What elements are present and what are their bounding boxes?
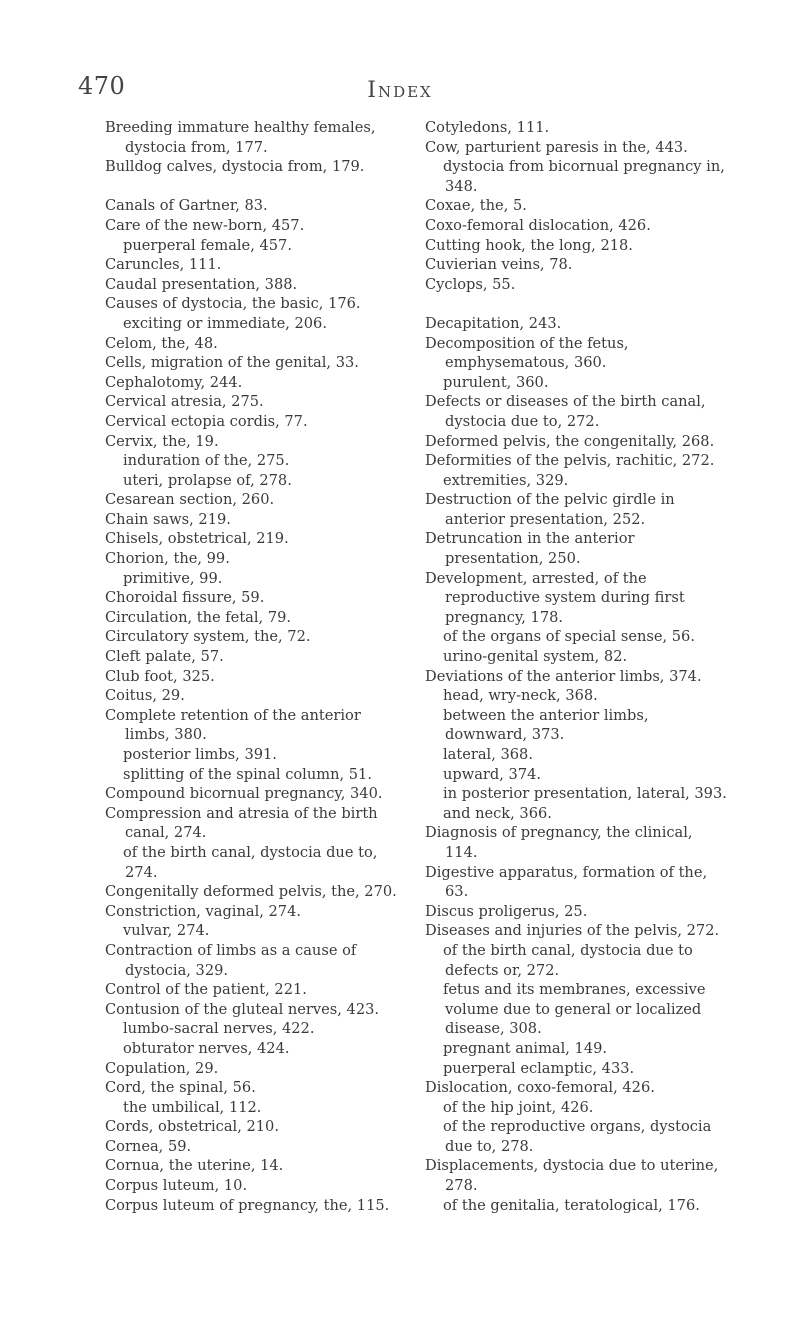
index-subentry: vulvar, 274. <box>123 922 210 940</box>
index-entry: Club foot, 325. <box>105 667 215 685</box>
index-entry: Diagnosis of pregnancy, the clinical, 114. <box>425 824 693 861</box>
index-subentry: of the organs of special sense, 56. <box>443 628 695 646</box>
index-subentry: of the reproductive organs, dystocia due to, 278. <box>443 1118 712 1155</box>
index-subentry: and neck, 366. <box>443 804 552 822</box>
index-entry: Cords, obstetrical, 210. <box>105 1118 279 1136</box>
index-entry: Decomposition of the fetus, emphysematous, 360. <box>425 334 629 372</box>
index-entry: Coxo-femoral dislocation, 426. <box>425 216 651 234</box>
index-subentry: between the anterior limbs, downward, 373. <box>443 706 649 744</box>
index-entry: Contraction of limbs as a cause of dystocia, 329. <box>105 941 357 979</box>
index-entry: Coxae, the, 5. <box>425 197 527 215</box>
index-subentry: splitting of the spinal column, 51. <box>123 765 372 783</box>
index-entry: Cuvierian veins, 78. <box>425 256 573 274</box>
index-subentry: primitive, 99. <box>123 569 223 587</box>
index-subentry: head, wry-neck, 368. <box>443 687 598 705</box>
index-entry: Canals of Gartner, 83. <box>105 197 268 215</box>
index-entry: Chorion, the, 99. <box>105 550 230 568</box>
page-number: 470 <box>78 72 126 100</box>
index-entry: Compression and atresia of the birth canal, 274. <box>105 804 378 842</box>
index-subentry: fetus and its membranes, excessive volume due to general or localized disease, 308. <box>443 981 706 1038</box>
index-column-left <box>105 118 407 1215</box>
index-entry: Cyclops, 55. <box>425 275 516 293</box>
index-entry: Copulation, 29. <box>105 1059 219 1077</box>
index-entry: Development, arrested, of the reproductive system during first pregnancy, 178. <box>425 569 685 626</box>
index-entry: Contusion of the gluteal nerves, 423. <box>105 1000 380 1018</box>
index-entry: Deviations of the anterior limbs, 374. <box>425 667 702 685</box>
index-entry: Choroidal fissure, 59. <box>105 589 265 607</box>
index-entry: Cow, parturient paresis in the, 443. <box>425 138 688 156</box>
index-entry: Caruncles, 111. <box>105 256 222 274</box>
index-subentry: induration of the, 275. <box>123 452 290 470</box>
index-subentry: of the hip joint, 426. <box>443 1098 594 1116</box>
index-entry: Cesarean section, 260. <box>105 491 275 509</box>
index-column-right <box>425 118 728 1215</box>
index-entry: Cervical ectopia cordis, 77. <box>105 412 308 430</box>
index-subentry: puerperal eclamptic, 433. <box>443 1059 635 1077</box>
index-subentry: posterior limbs, 391. <box>123 746 277 763</box>
index-subentry: exciting or immediate, 206. <box>123 314 327 332</box>
index-entry: Cells, migration of the genital, 33. <box>105 354 359 372</box>
index-entry: Caudal presentation, 388. <box>105 275 298 293</box>
index-subentry: urino-genital system, 82. <box>443 648 628 666</box>
index-entry: Deformities of the pelvis, rachitic, 272. <box>425 452 715 470</box>
index-subentry: dystocia from bicornual pregnancy in, 348. <box>443 158 725 195</box>
index-entry: Chisels, obstetrical, 219. <box>105 530 289 548</box>
index-subentry: lumbo-sacral nerves, 422. <box>123 1020 315 1038</box>
index-entry: Destruction of the pelvic girdle in anterior presentation, 252. <box>425 491 675 528</box>
index-entry: Cephalotomy, 244. <box>105 373 243 391</box>
section-gap <box>105 177 407 197</box>
index-entry: Cornua, the uterine, 14. <box>105 1157 284 1175</box>
index-subentry: upward, 374. <box>443 765 542 783</box>
index-entry: Cutting hook, the long, 218. <box>425 236 633 254</box>
index-entry: Corpus luteum of pregnancy, the, 115. <box>105 1196 390 1214</box>
index-entry: Dislocation, coxo-femoral, 426. <box>425 1079 655 1097</box>
index-entry: Constriction, vaginal, 274. <box>105 902 302 920</box>
index-entry: Cervical atresia, 275. <box>105 393 264 411</box>
index-subentry: puerperal female, 457. <box>123 236 292 254</box>
index-entry: Control of the patient, 221. <box>105 981 307 999</box>
index-entry: Cord, the spinal, 56. <box>105 1079 256 1097</box>
index-entry: Deformed pelvis, the congenitally, 268. <box>425 432 715 450</box>
index-entry: Cornea, 59. <box>105 1137 192 1155</box>
index-subentry: of the birth canal, dystocia due to defects or, 272. <box>443 941 693 979</box>
index-entry: Coitus, 29. <box>105 687 185 705</box>
index-entry: Bulldog calves, dystocia from, 179. <box>105 158 365 176</box>
index-entry: Causes of dystocia, the basic, 176. <box>105 295 361 313</box>
index-subentry: of the birth canal, dystocia due to, 274. <box>123 843 378 881</box>
index-entry: Decapitation, 243. <box>425 314 562 332</box>
index-entry: Corpus luteum, 10. <box>105 1177 248 1195</box>
index-entry: Complete retention of the anterior limbs, 380. <box>105 706 361 744</box>
index-entry: Breeding immature healthy females, dystocia from, 177. <box>105 119 376 156</box>
index-entry: Discus proligerus, 25. <box>425 902 588 920</box>
index-subentry: lateral, 368. <box>443 746 533 763</box>
index-entry: Circulatory system, the, 72. <box>105 628 311 646</box>
index-entry: Celom, the, 48. <box>105 334 218 352</box>
index-entry: Chain saws, 219. <box>105 510 231 528</box>
index-entry: Displacements, dystocia due to uterine, 278. <box>425 1157 719 1195</box>
index-entry: Digestive apparatus, formation of the, 63. <box>425 863 708 901</box>
index-subentry: pregnant animal, 149. <box>443 1039 608 1057</box>
index-subentry: the umbilical, 112. <box>123 1098 262 1116</box>
index-entry: Compound bicornual pregnancy, 340. <box>105 785 383 803</box>
index-subentry: extremities, 329. <box>443 471 569 489</box>
index-entry: Detruncation in the anterior presentation, 250. <box>425 530 635 568</box>
section-gap <box>425 294 728 314</box>
index-entry: Defects or diseases of the birth canal, dystocia due to, 272. <box>425 393 706 430</box>
index-subentry: uteri, prolapse of, 278. <box>123 471 292 489</box>
index-subentry: of the genitalia, teratological, 176. <box>443 1196 700 1214</box>
index-entry: Congenitally deformed pelvis, the, 270. <box>105 883 397 901</box>
index-entry: Care of the new-born, 457. <box>105 216 305 234</box>
index-entry: Cotyledons, 111. <box>425 119 550 136</box>
index-subentry: obturator nerves, 424. <box>123 1039 290 1057</box>
index-entry: Diseases and injuries of the pelvis, 272. <box>425 922 720 940</box>
page-title: Index <box>367 78 433 103</box>
index-entry: Cervix, the, 19. <box>105 432 219 450</box>
index-subentry: in posterior presentation, lateral, 393. <box>443 785 727 803</box>
index-entry: Cleft palate, 57. <box>105 648 224 666</box>
index-subentry: purulent, 360. <box>443 373 549 391</box>
index-entry: Circulation, the fetal, 79. <box>105 608 292 626</box>
